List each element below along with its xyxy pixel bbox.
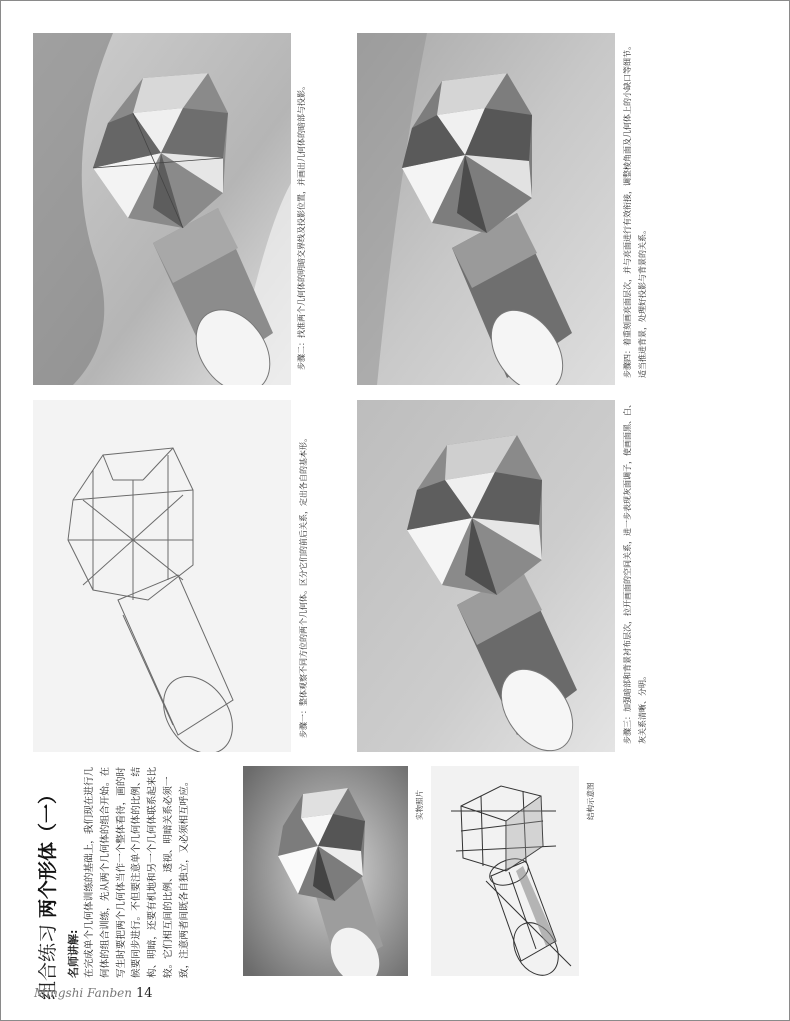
page-title <box>33 785 60 1000</box>
section-heading: 名师讲解: <box>67 929 80 978</box>
photo-label: 实物照片 <box>415 790 424 820</box>
body-paragraph: 在完成单个几何体训练的基础上，我们现在进行几何体的组合训练，先从两个几何体的组合开始。在写生时要把两个几何体当作一个整体看待，画的时候要同步进行。不但要注意单个几何体的比例、结构、明暗，还要有机地和另一个几何体联系起来比较。它们相互间的比例、透视、明暗关系必须一致，注意两者间既各自独立，又必须相互呼应。 <box>84 766 190 978</box>
reference-photo <box>243 766 408 976</box>
step4-caption-line2: 适当推进背景，处理好投影与背景的关系。 <box>638 226 647 378</box>
step3-caption-line1: 步骤三：加强暗部和背景衬布层次，拉开画面的空间关系，进一步表现灰面调子，使画面黑、白、 <box>623 400 632 744</box>
structure-diagram <box>431 766 579 976</box>
step4-caption-line1: 步骤四：着重刻画亮面层次，并与亮面进行有效衔接，调整棱角面及几何体上的小缺口等细节。 <box>623 42 632 378</box>
step2-drawing <box>33 33 291 385</box>
step2-caption: 步骤二：找准两个几何体的明暗交界线及投影位置，并画出几何体的暗部与投影。 <box>297 82 306 370</box>
title-main: 两个形体（一） <box>37 784 59 918</box>
page-number: 14 <box>135 986 153 1001</box>
step1-caption: 步骤一：整体观察不同方位的两个几何体。区分它们的前后关系，定出各自的基本形。 <box>299 434 308 738</box>
step1-drawing <box>33 400 291 752</box>
page-footer <box>34 986 153 1001</box>
step3-drawing <box>357 400 615 752</box>
title-prefix: 组合练习 <box>37 923 59 1000</box>
step3-caption-line2: 灰关系清晰、分明。 <box>638 672 647 744</box>
step4-drawing <box>357 33 615 385</box>
footer-brand: Mingshi Fanben <box>34 986 132 1000</box>
structure-label: 结构示意图 <box>586 782 595 820</box>
